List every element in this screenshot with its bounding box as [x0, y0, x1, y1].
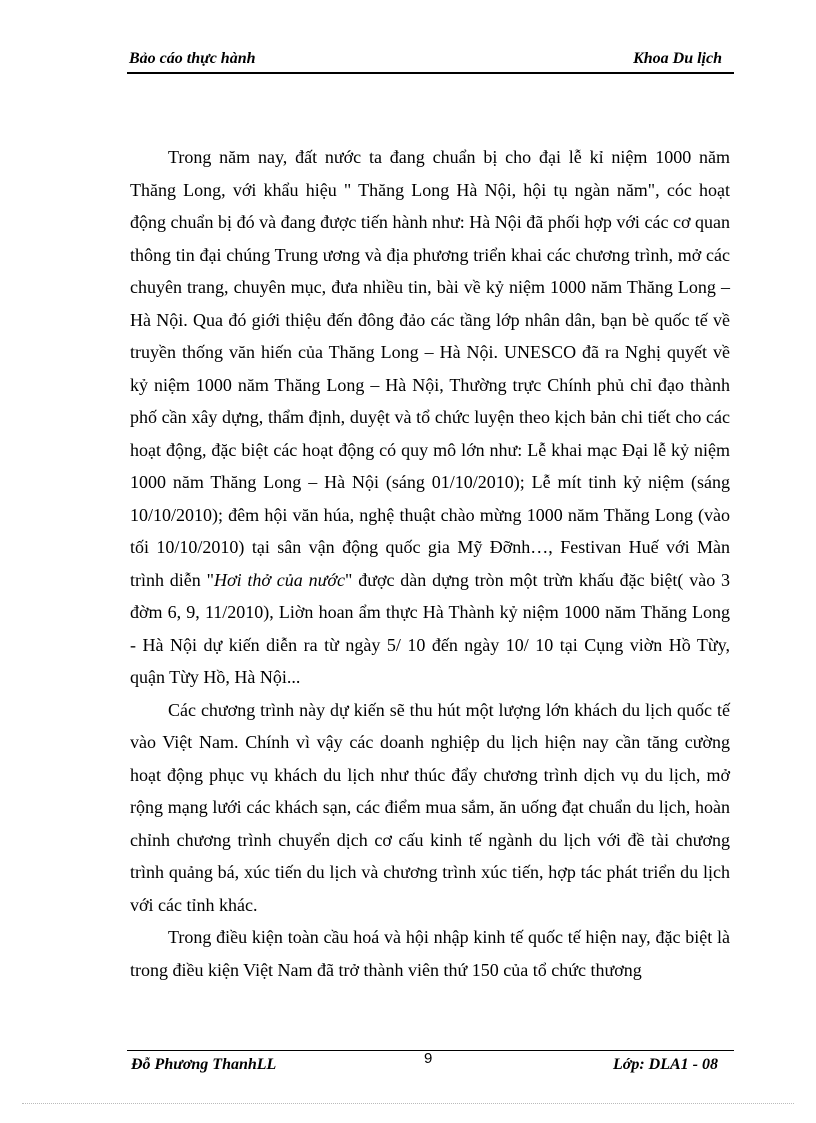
- page-footer: [127, 1050, 734, 1078]
- paragraph-1-italic-title: Hơi thở của nước: [213, 569, 346, 590]
- paragraph-3: Trong điều kiện toàn cầu hoá và hội nhập kinh tế quốc tế hiện nay, đặc biệt là trong điều kiện Việt Nam đã trở thành viên thứ 150 của tổ chức thương: [130, 927, 730, 980]
- page-number: 9: [424, 1050, 433, 1067]
- header-faculty: Khoa Du lịch: [633, 50, 722, 67]
- paragraph-1: [130, 141, 730, 694]
- page-break-line: [22, 1103, 794, 1104]
- footer-author: Đỗ Phương ThanhLL: [131, 1056, 277, 1073]
- paragraph-2: Các chương trình này dự kiến sẽ thu hút một lượng lớn khách du lịch quốc tế vào Việt Nam. Chính vì vậy các doanh nghiệp du lịch hiện nay cần tăng cường hoạt động phục vụ khách du lịch như thúc đẩy chương trình dịch vụ du lịch, mở rộng mạng lưới các khách sạn, các điểm mua sắm, ăn uống đạt chuẩn du lịch, hoàn chỉnh chương trình chuyển dịch cơ cấu kinh tế ngành du lịch với đề tài chương trình quảng bá, xúc tiến du lịch và chương trình xúc tiến, hợp tác phát triển du lịch với các tỉnh khác.: [130, 699, 730, 915]
- footer-class: Lớp: DLA1 - 08: [612, 1056, 718, 1073]
- paragraph-1-text-a: Trong năm nay, đất nước ta đang chuẩn bị cho đại lễ kỉ niệm 1000 năm Thăng Long, với khẩu hiệu " Thăng Long Hà Nội, hội tụ ngàn năm", cóc hoạt động chuẩn bị đó và đang được tiến hành như: Hà Nội đã phối hợp với các cơ quan thông tin đại chúng Trung ương và địa phương triển khai các chương trình, mở các chuyên trang, chuyên mục, đưa nhiều tin, bài về kỷ niệm 1000 năm Thăng Long – Hà Nội. Qua đó giới thiệu đến đông đảo các tầng lớp nhân dân, bạn bè quốc tế về truyền thống văn hiến của Thăng Long – Hà Nội. UNESCO đã ra Nghị quyết về kỷ niệm 1000 năm Thăng Long – Hà Nội, Thường trực Chính phủ chỉ đạo thành phố cần xây dựng, thẩm định, duyệt và tổ chức luyện theo kịch bản chi tiết cho các hoạt động, đặc biệt các hoạt động có quy mô lớn như: Lễ khai mạc Đại lễ kỷ niệm 1000 năm Thăng Long – Hà Nội (sáng 01/10/2010); Lễ mít tinh kỷ niệm (sáng 10/10/2010); đêm hội văn húa, nghệ thuật chào mừng 1000 năm Thăng Long (vào tối 10/10/2010) tại sân vận động quốc gia Mỹ Đỡnh…, Festivan Huế với Màn trình diễn ": [130, 147, 730, 590]
- header-report-title: Bảo cáo thực hành: [129, 50, 256, 67]
- page-header: [127, 48, 734, 74]
- body-text: [130, 141, 730, 986]
- paragraph-1-text-b: " được dàn dựng tròn một trừn khấu đặc biệt( vào 3 đờm 6, 9, 11/2010), Liờn hoan ẩm thực Hà Thành kỷ niệm 1000 năm Thăng Long - Hà Nội dự kiến diễn ra từ ngày 5/ 10 đến ngày 10/ 10 tại Cụng viờn Hồ Từy, quận Từy Hồ, Hà Nội...: [130, 569, 731, 687]
